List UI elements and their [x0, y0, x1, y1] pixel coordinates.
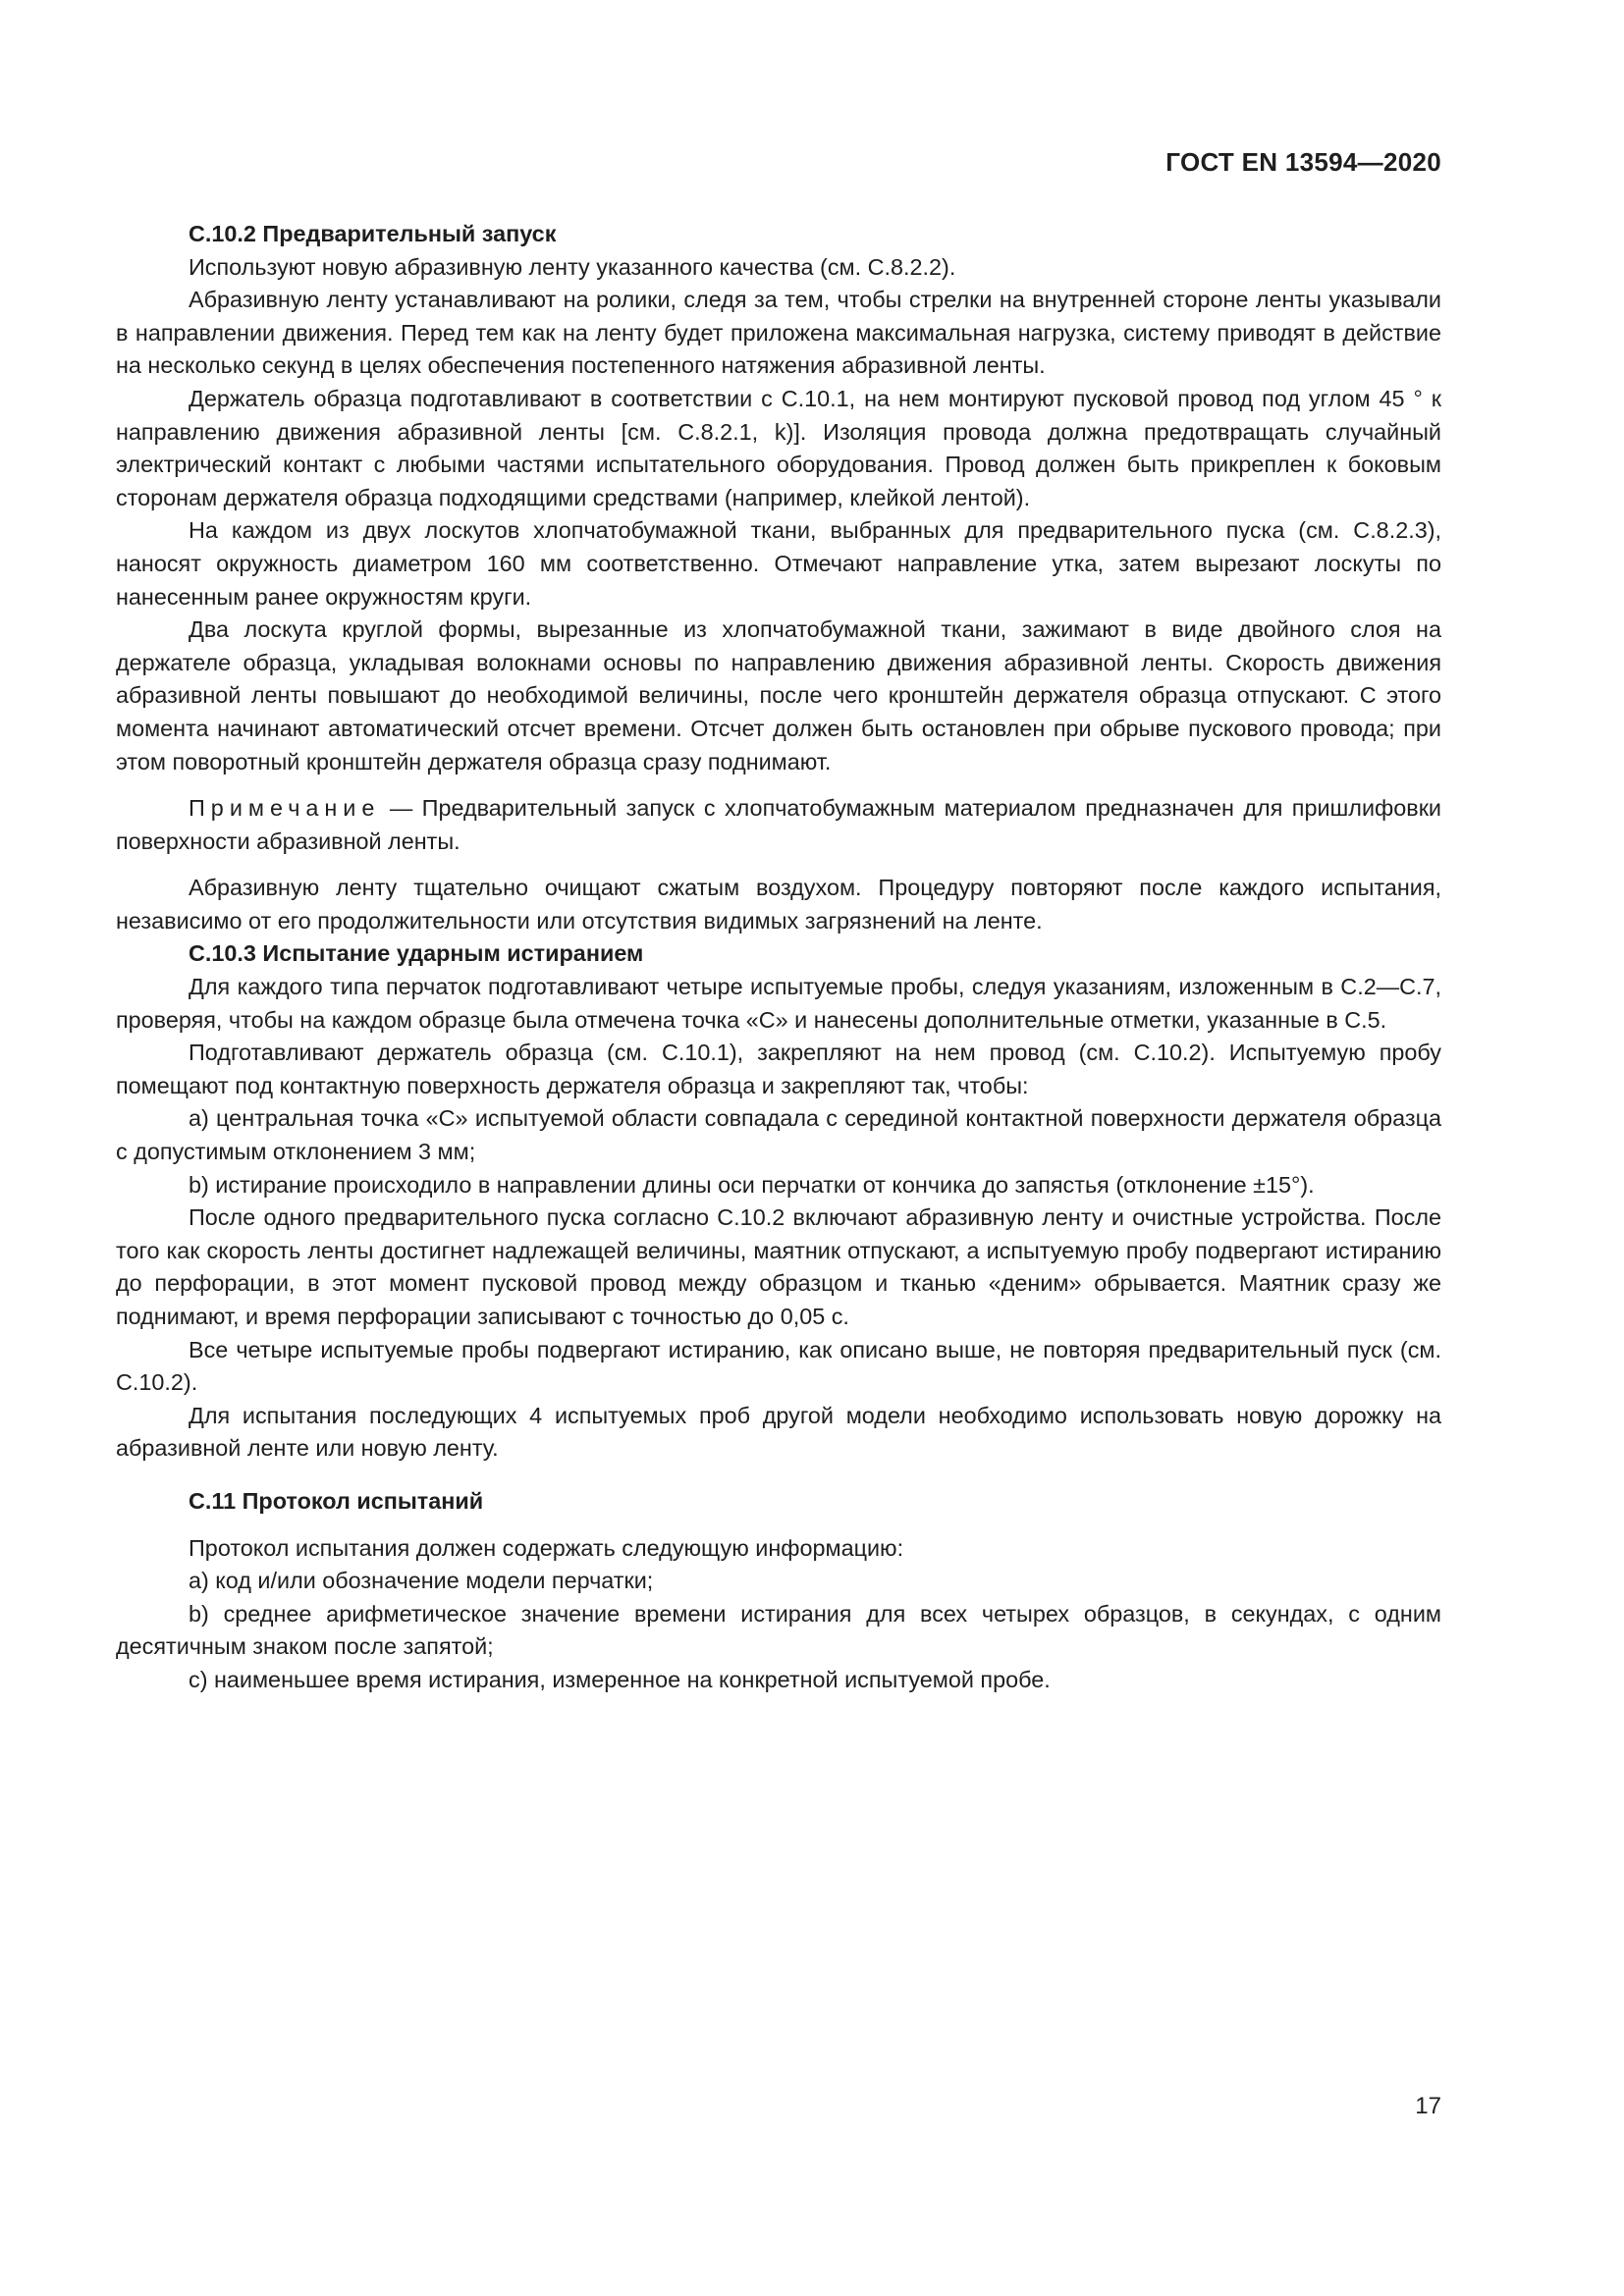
paragraph: Для испытания последующих 4 испытуемых проб другой модели необходимо использовать новую дорожку на абразивной ленте или новую ленту.: [116, 1402, 1441, 1462]
paragraph: Для каждого типа перчаток подготавливают четыре испытуемые пробы, следуя указаниям, изложенным в C.2—C.7, проверяя, чтобы на каждом образце была отмечена точка «C» и нанесены дополнительные отметки, указанные в C.5.: [116, 974, 1441, 1033]
paragraph: Два лоскута круглой формы, вырезанные из хлопчатобумажной ткани, зажимают в виде двойного слоя на держателе образца, укладывая волокнами основы по направлению движения абразивной ленты. Скорость движения абразивной ленты повышают до необходимой величины, после чего кронштейн держателя образца отпускают. С этого момента начинают автоматический отсчет времени. Отсчет должен быть остановлен при обрыве пускового провода; при этом поворотный кронштейн держателя образца сразу поднимают.: [116, 616, 1441, 774]
paragraph: Держатель образца подготавливают в соответствии с C.10.1, на нем монтируют пусковой провод под углом 45 ° к направлению движения абразивной ленты [см. C.8.2.1, k)]. Изоляция провода должна предотвращать случайный электрический контакт с любыми частями испытательного оборудования. Провод должен быть прикреплен к боковым сторонам держателя образца подходящими средствами (например, клейкой лентой).: [116, 385, 1441, 510]
paragraph: На каждом из двух лоскутов хлопчатобумажной ткани, выбранных для предварительного пуска (см. C.8.2.3), наносят окружность диаметром 160 мм соответственно. Отмечают направление утка, затем вырезают лоскуты по нанесенным ранее окружностям круги.: [116, 517, 1441, 610]
note-text: — Предварительный запуск с хлопчатобумажным материалом предназначен для пришлифовки поверхности абразивной ленты.: [116, 795, 1441, 854]
note: [116, 792, 1441, 858]
section-heading-c11: C.11 Протокол испытаний: [189, 1487, 484, 1514]
section-heading-c10-2: C.10.2 Предварительный запуск: [189, 221, 557, 246]
paragraph: Абразивную ленту устанавливают на ролики, следя за тем, чтобы стрелки на внутренней стороне ленты указывали в направлении движения. Перед тем как на ленту будет приложена максимальная нагрузка, систему приводят в действие на несколько секунд в целях обеспечения постепенного натяжения абразивной ленты.: [116, 287, 1441, 379]
document-id: ГОСТ EN 13594—2020: [1165, 147, 1441, 177]
paragraph: Все четыре испытуемые пробы подвергают истиранию, как описано выше, не повторяя предварительный пуск (см. C.10.2).: [116, 1336, 1441, 1396]
page-content: [116, 218, 1441, 1697]
paragraph: Абразивную ленту тщательно очищают сжатым воздухом. Процедуру повторяют после каждого испытания, независимо от его продолжительности или отсутствия видимых загрязнений на ленте.: [116, 875, 1441, 934]
list-item: a) код и/или обозначение модели перчатки;: [189, 1568, 654, 1594]
list-item: b) истирание происходило в направлении длины оси перчатки от кончика до запястья (отклонение ±15°).: [189, 1171, 1315, 1198]
page-number: 17: [1415, 2093, 1441, 2119]
list-item: b) среднее арифметическое значение времени истирания для всех четырех образцов, в секундах, с одним десятичным знаком после запятой;: [116, 1600, 1441, 1660]
section-heading-c10-3: C.10.3 Испытание ударным истиранием: [189, 940, 644, 967]
paragraph: Подготавливают держатель образца (см. C.10.1), закрепляют на нем провод (см. C.10.2). Испытуемую пробу помещают под контактную поверхность держателя образца и закрепляют так, чтобы:: [116, 1040, 1441, 1098]
list-item: a) центральная точка «C» испытуемой области совпадала с серединой контактной поверхности держателя образца с допустимым отклонением 3 мм;: [116, 1105, 1441, 1165]
paragraph: После одного предварительного пуска согласно C.10.2 включают абразивную ленту и очистные устройства. После того как скорость ленты достигнет надлежащей величины, маятник отпускают, а испытуемую пробу подвергают истиранию до перфорации, в этот момент пусковой провод между образцом и тканью «деним» обрывается. Маятник сразу же поднимают, и время перфорации записывают с точностью до 0,05 с.: [116, 1204, 1441, 1329]
paragraph: Используют новую абразивную ленту указанного качества (см. C.8.2.2).: [189, 253, 956, 280]
note-label: Примечание: [189, 795, 381, 822]
paragraph: Протокол испытания должен содержать следующую информацию:: [189, 1534, 904, 1561]
list-item: c) наименьшее время истирания, измеренное на конкретной испытуемой пробе.: [189, 1666, 1051, 1692]
